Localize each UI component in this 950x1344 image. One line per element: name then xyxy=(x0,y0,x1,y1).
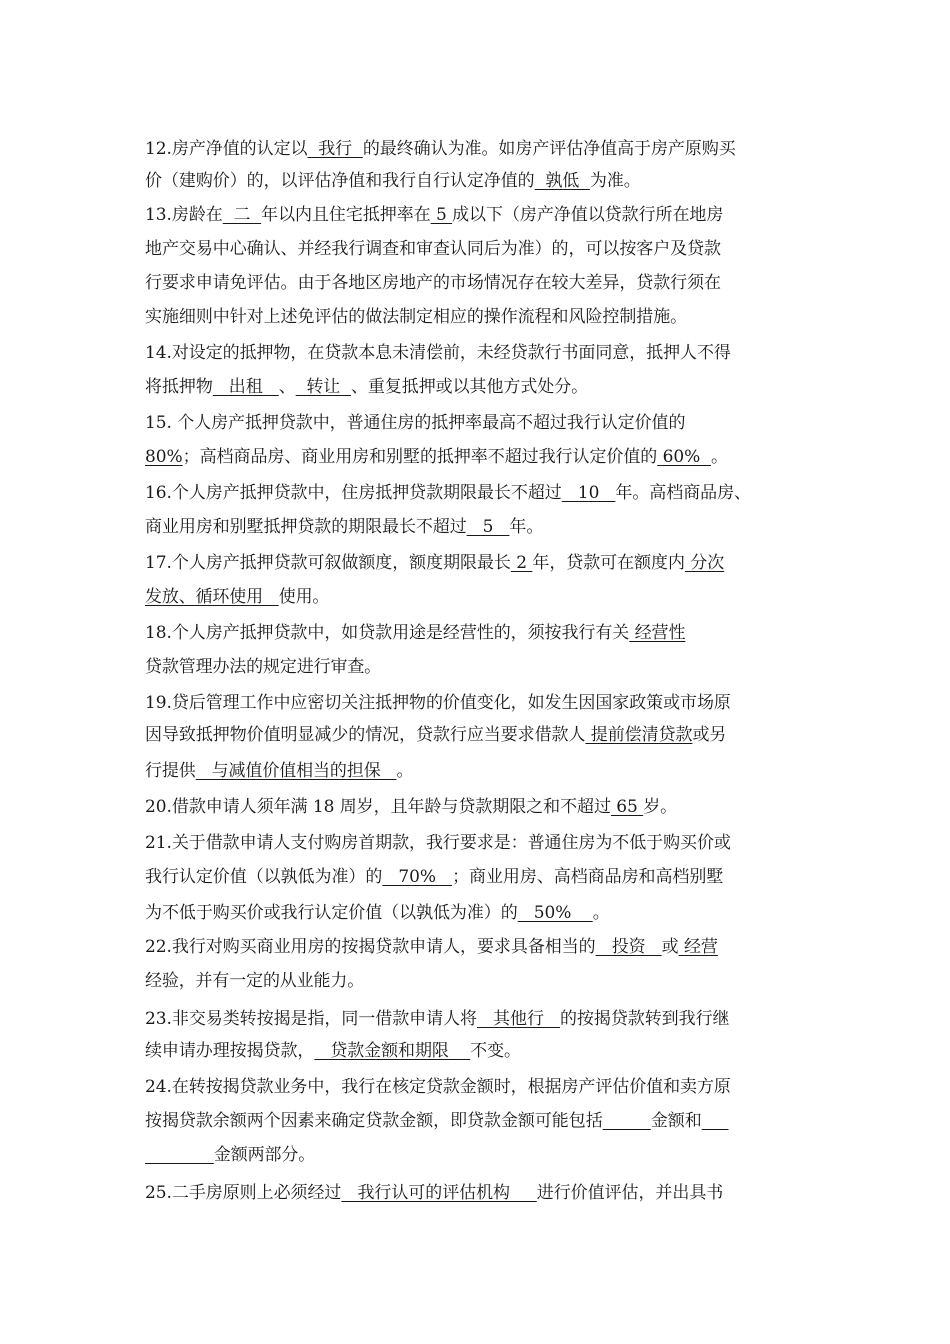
fill-in-answer: 发放、循环使用 xyxy=(145,587,263,607)
text-line xyxy=(145,796,825,820)
text-segment: 行提供 xyxy=(145,761,196,781)
text-line xyxy=(145,656,825,680)
text-segment: 12.房产净值的认定以 xyxy=(145,139,308,159)
text-line xyxy=(145,516,825,540)
fill-in-answer: 50% xyxy=(517,903,593,923)
fill-in-answer: 贷款金额和期限 xyxy=(314,1041,471,1061)
text-segment: 贷款管理办法的规定进行审查。 xyxy=(145,657,382,677)
text-segment: 14.对设定的抵押物，在贷款本息未清偿前，未经贷款行书面同意，抵押人不得 xyxy=(145,343,731,363)
text-segment: 使用。 xyxy=(278,587,330,607)
text-segment: 成以下（房产净值以贷款行所在地房 xyxy=(452,205,724,225)
text-segment: 岁。 xyxy=(643,797,678,817)
text-segment: 18.个人房产抵押贷款中，如贷款用途是经营性的，须按我行有关 xyxy=(145,623,630,643)
fill-in-answer: 投资 xyxy=(595,937,662,957)
text-line xyxy=(145,1008,825,1032)
text-line xyxy=(145,1076,825,1100)
fill-in-answer: 5 xyxy=(430,205,453,225)
text-line xyxy=(145,1040,825,1064)
fill-in-answer: 分次 xyxy=(684,553,725,573)
text-segment: 因导致抵押物价值明显减少的情况，贷款行应当要求借款人 xyxy=(145,725,586,745)
text-segment: 价（建购价）的，以评估净值和我行自行认定净值的 xyxy=(145,171,535,191)
text-segment: 。 xyxy=(592,903,610,923)
text-segment: 我行认定价值（以孰低为准）的 xyxy=(145,867,383,887)
text-line xyxy=(145,552,825,576)
fill-in-answer: 65 xyxy=(610,797,644,817)
text-segment: 23.非交易类转按揭是指，同一借款申请人将 xyxy=(145,1009,477,1029)
fill-in-answer: 提前偿清贷款 xyxy=(585,725,693,745)
text-segment: 、重复抵押或以其他方式处分。 xyxy=(350,377,589,397)
text-line xyxy=(145,1144,825,1168)
fill-in-answer: 5 xyxy=(466,517,510,537)
text-segment: 年以内且住宅抵押率在 xyxy=(261,205,431,225)
text-segment: 实施细则中针对上述免评估的做法制定相应的操作流程和风险控制措施。 xyxy=(145,307,688,327)
text-segment: 21.关于借款申请人支付购房首期款，我行要求是：普通住房为不低于购买价或 xyxy=(145,833,731,853)
fill-in-answer: 80% xyxy=(145,447,183,467)
text-line xyxy=(145,170,825,194)
text-segment: 13.房龄在 xyxy=(145,205,223,225)
text-segment: 的按揭贷款转到我行继 xyxy=(559,1009,730,1029)
fill-in-answer: 经营性 xyxy=(629,623,686,643)
fill-in-answer: 70% xyxy=(382,867,453,887)
text-segment: 15. 个人房产抵押贷款中，普通住房的抵押率最高不超过我行认定价值的 xyxy=(145,413,686,433)
text-line xyxy=(145,692,825,716)
text-segment: 20.借款申请人须年满 18 周岁，且年龄与贷款期限之和不超过 xyxy=(145,797,611,817)
text-line xyxy=(145,342,825,366)
fill-in-answer: 我行 xyxy=(307,139,363,159)
text-segment: 续申请办理按揭贷款， xyxy=(145,1041,315,1061)
fill-in-answer: 经营 xyxy=(678,937,718,957)
text-line xyxy=(145,724,825,748)
text-segment: 金额和 xyxy=(650,1111,702,1131)
text-segment: 25.二手房原则上必须经过 xyxy=(145,1183,342,1203)
text-segment: 。 xyxy=(710,447,728,467)
fill-in-answer: 其他行 xyxy=(477,1009,560,1029)
text-line xyxy=(145,376,825,400)
fill-in-answer xyxy=(263,587,279,607)
text-line xyxy=(145,970,825,994)
text-line xyxy=(145,760,825,784)
text-line xyxy=(145,306,825,330)
fill-in-answer: 出租 xyxy=(212,377,279,397)
text-line xyxy=(145,482,825,506)
text-segment: 金额两部分。 xyxy=(213,1145,316,1165)
fill-in-answer: 二 xyxy=(222,205,262,225)
text-segment: 商业用房和别墅抵押贷款的期限最长不超过 xyxy=(145,517,467,537)
text-segment: 年。 xyxy=(509,517,544,537)
fill-in-answer: 2 xyxy=(510,553,533,573)
text-line xyxy=(145,832,825,856)
fill-in-answer xyxy=(702,1111,729,1131)
text-line xyxy=(145,204,825,228)
fill-in-answer: 转让 xyxy=(295,377,351,397)
text-line xyxy=(145,272,825,296)
text-segment: ；商业用房、高档商品房和高档别墅 xyxy=(452,867,724,887)
text-segment: 19.贷后管理工作中应密切关注抵押物的价值变化，如发生因国家政策或市场原 xyxy=(145,693,731,713)
text-segment: ；高档商品房、商业用房和别墅的抵押率不超过我行认定价值的 xyxy=(182,447,658,467)
text-segment: 或另 xyxy=(692,725,727,745)
text-line xyxy=(145,902,825,926)
text-line xyxy=(145,446,825,470)
text-segment: 行要求申请免评估。由于各地区房地产的市场情况存在较大差异，贷款行须在 xyxy=(145,273,721,293)
text-segment: 进行价值评估，并出具书 xyxy=(536,1183,724,1203)
text-line xyxy=(145,1110,825,1134)
text-segment: 17.个人房产抵押贷款可叙做额度，额度期限最长 xyxy=(145,553,511,573)
text-line xyxy=(145,586,825,610)
fill-in-answer: 孰低 xyxy=(534,171,590,191)
text-segment: 将抵押物 xyxy=(145,377,213,397)
text-segment: 为不低于购买价或我行认定价值（以孰低为准）的 xyxy=(145,903,518,923)
text-line xyxy=(145,936,825,960)
fill-in-answer: 10 xyxy=(561,483,616,503)
text-segment: 地产交易中心确认、并经我行调查和审查认同后为准）的，可以按客户及贷款 xyxy=(145,239,721,259)
text-segment: 的最终确认为准。如房产评估净值高于房产原购买 xyxy=(362,139,736,159)
fill-in-answer: 与减值价值相当的担保 xyxy=(195,761,397,781)
fill-in-answer: 60% xyxy=(657,447,711,467)
text-segment: 。 xyxy=(396,761,414,781)
text-segment: 22.我行对购买商业用房的按揭贷款申请人，要求具备相当的 xyxy=(145,937,596,957)
text-line xyxy=(145,412,825,436)
text-segment: 24.在转按揭贷款业务中，我行在核定贷款金额时，根据房产评估价值和卖方原 xyxy=(145,1077,731,1097)
text-segment: 经验，并有一定的从业能力。 xyxy=(145,971,365,991)
text-segment: 16.个人房产抵押贷款中，住房抵押贷款期限最长不超过 xyxy=(145,483,562,503)
text-line xyxy=(145,1182,825,1206)
text-line xyxy=(145,138,825,162)
text-segment: 年。高档商品房、 xyxy=(615,483,752,503)
text-segment: 年，贷款可在额度内 xyxy=(532,553,685,573)
text-line xyxy=(145,238,825,262)
text-line xyxy=(145,622,825,646)
text-line xyxy=(145,866,825,890)
fill-in-answer xyxy=(603,1111,651,1131)
text-segment: 按揭贷款余额两个因素来确定贷款金额，即贷款金额可能包括 xyxy=(145,1111,603,1131)
text-segment: 或 xyxy=(661,937,679,957)
text-segment: 为准。 xyxy=(589,171,641,191)
fill-in-answer: 我行认可的评估机构 xyxy=(341,1183,537,1203)
text-segment: 不变。 xyxy=(470,1041,521,1061)
text-segment: 、 xyxy=(278,377,296,397)
fill-in-answer xyxy=(145,1145,214,1165)
